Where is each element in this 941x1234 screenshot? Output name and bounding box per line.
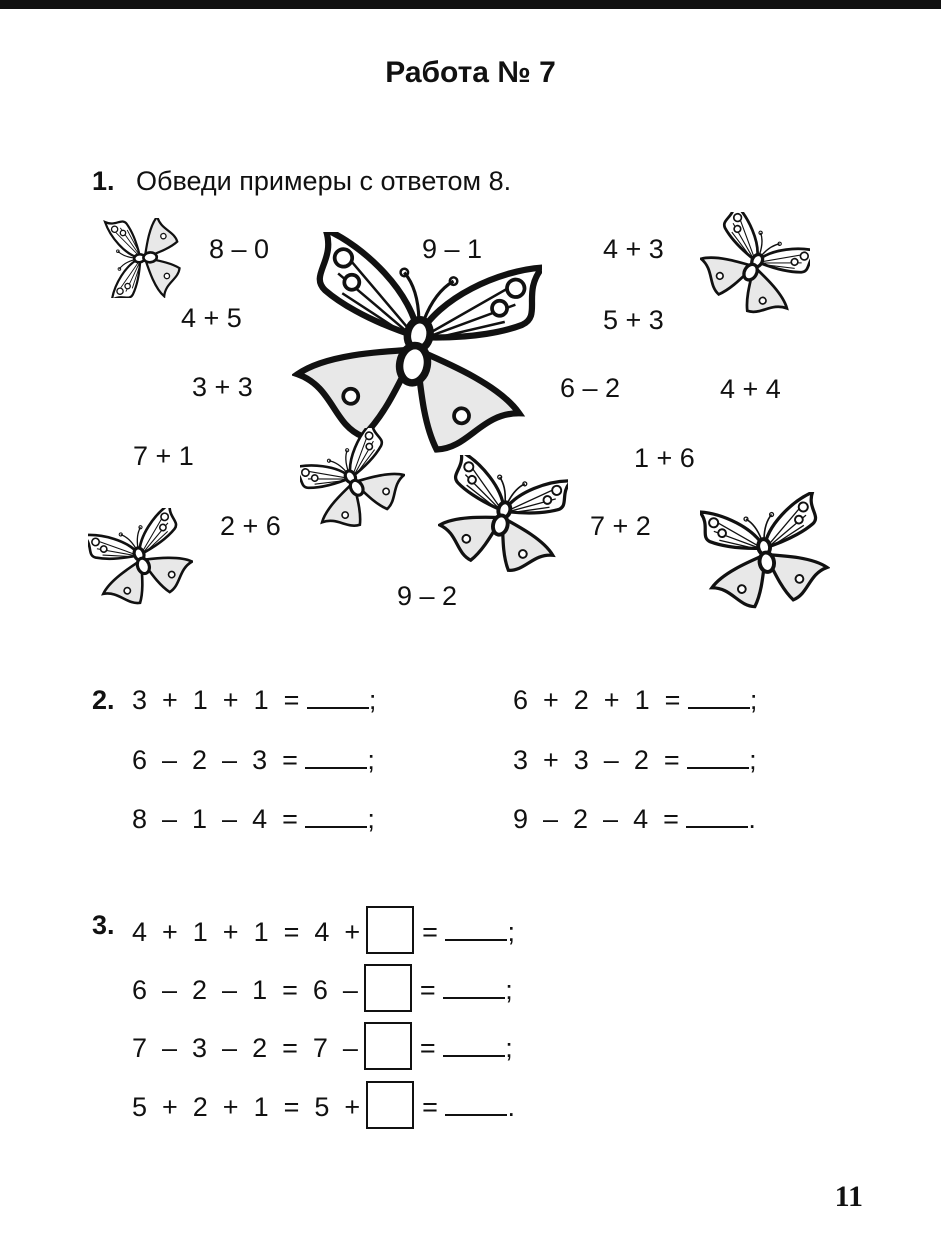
butterfly-icon: [300, 428, 405, 533]
equation-end: ;: [505, 975, 513, 1006]
equation-row: [132, 745, 375, 776]
answer-blank[interactable]: [687, 745, 749, 769]
equation-text: 6 + 2 + 1 =: [513, 685, 681, 715]
task1-number: 1.: [92, 166, 115, 196]
equation-end: .: [748, 804, 756, 834]
equation-text: 9 – 2 – 4 =: [513, 804, 679, 834]
example-expression[interactable]: 5 + 3: [603, 305, 664, 335]
equation-text: 6 – 2 – 1 = 6 –: [132, 975, 358, 1006]
equation-equals: =: [422, 1092, 438, 1123]
answer-box[interactable]: [366, 906, 414, 954]
equation-end: ;: [505, 1033, 513, 1064]
equation-equals: =: [419, 975, 436, 1006]
equation-row: [132, 968, 513, 1016]
answer-blank[interactable]: [305, 804, 367, 828]
equation-end: ;: [507, 917, 515, 948]
example-expression[interactable]: 4 + 4: [720, 374, 781, 404]
example-expression[interactable]: 4 + 3: [603, 234, 664, 264]
equation-text: 5 + 2 + 1 = 5 +: [132, 1092, 361, 1123]
butterfly-icon: [88, 218, 198, 298]
example-expression[interactable]: 8 – 0: [209, 234, 270, 264]
page-number: 11: [834, 1180, 863, 1213]
equation-row: [132, 1026, 513, 1074]
example-expression[interactable]: 6 – 2: [560, 373, 621, 403]
example-expression[interactable]: 1 + 6: [634, 443, 695, 473]
page-title: Работа № 7: [385, 56, 556, 89]
answer-blank[interactable]: [686, 804, 748, 828]
answer-blank[interactable]: [443, 975, 505, 999]
answer-box[interactable]: [364, 1022, 412, 1070]
equation-text: 4 + 1 + 1 = 4 +: [132, 917, 361, 948]
equation-row: [513, 804, 756, 835]
equation-row: [513, 685, 757, 716]
equation-equals: =: [419, 1033, 436, 1064]
task3-number: 3.: [92, 910, 115, 940]
butterfly-icon: [88, 508, 193, 608]
equation-text: 7 – 3 – 2 = 7 –: [132, 1033, 358, 1064]
task1-instruction: Обведи примеры с ответом 8.: [136, 166, 512, 196]
example-expression[interactable]: 3 + 3: [192, 372, 253, 402]
task2-number: 2.: [92, 685, 115, 715]
equation-row: [132, 910, 515, 958]
equation-end: ;: [749, 685, 758, 715]
equation-row: [132, 685, 376, 716]
equation-end: ;: [368, 685, 377, 715]
example-expression[interactable]: 9 – 2: [397, 581, 458, 611]
butterfly-icon: [700, 492, 830, 612]
example-expression[interactable]: 4 + 5: [181, 303, 242, 333]
equation-text: 3 + 1 + 1 =: [132, 685, 300, 715]
example-expression[interactable]: 9 – 1: [422, 234, 483, 264]
equation-row: [132, 804, 375, 835]
equation-end: ;: [749, 745, 757, 775]
example-expression[interactable]: 2 + 6: [220, 511, 281, 541]
top-rule: [0, 0, 941, 9]
answer-box[interactable]: [366, 1081, 414, 1129]
answer-box[interactable]: [364, 964, 412, 1012]
example-expression[interactable]: 7 + 2: [590, 511, 651, 541]
answer-blank[interactable]: [307, 685, 369, 709]
equation-end: .: [507, 1092, 515, 1123]
equation-end: ;: [367, 804, 375, 834]
equation-end: ;: [367, 745, 375, 775]
butterfly-icon: [700, 212, 810, 317]
answer-blank[interactable]: [443, 1033, 505, 1057]
equation-text: 6 – 2 – 3 =: [132, 745, 298, 775]
answer-blank[interactable]: [445, 917, 507, 941]
equation-row: [132, 1085, 515, 1133]
butterfly-icon: [292, 232, 542, 457]
answer-blank[interactable]: [445, 1092, 507, 1116]
equation-text: 3 + 3 – 2 =: [513, 745, 680, 775]
equation-equals: =: [422, 917, 438, 948]
equation-row: [513, 745, 757, 776]
equation-text: 8 – 1 – 4 =: [132, 804, 298, 834]
butterfly-icon: [438, 455, 568, 575]
answer-blank[interactable]: [305, 745, 367, 769]
example-expression[interactable]: 7 + 1: [133, 441, 194, 471]
answer-blank[interactable]: [688, 685, 750, 709]
